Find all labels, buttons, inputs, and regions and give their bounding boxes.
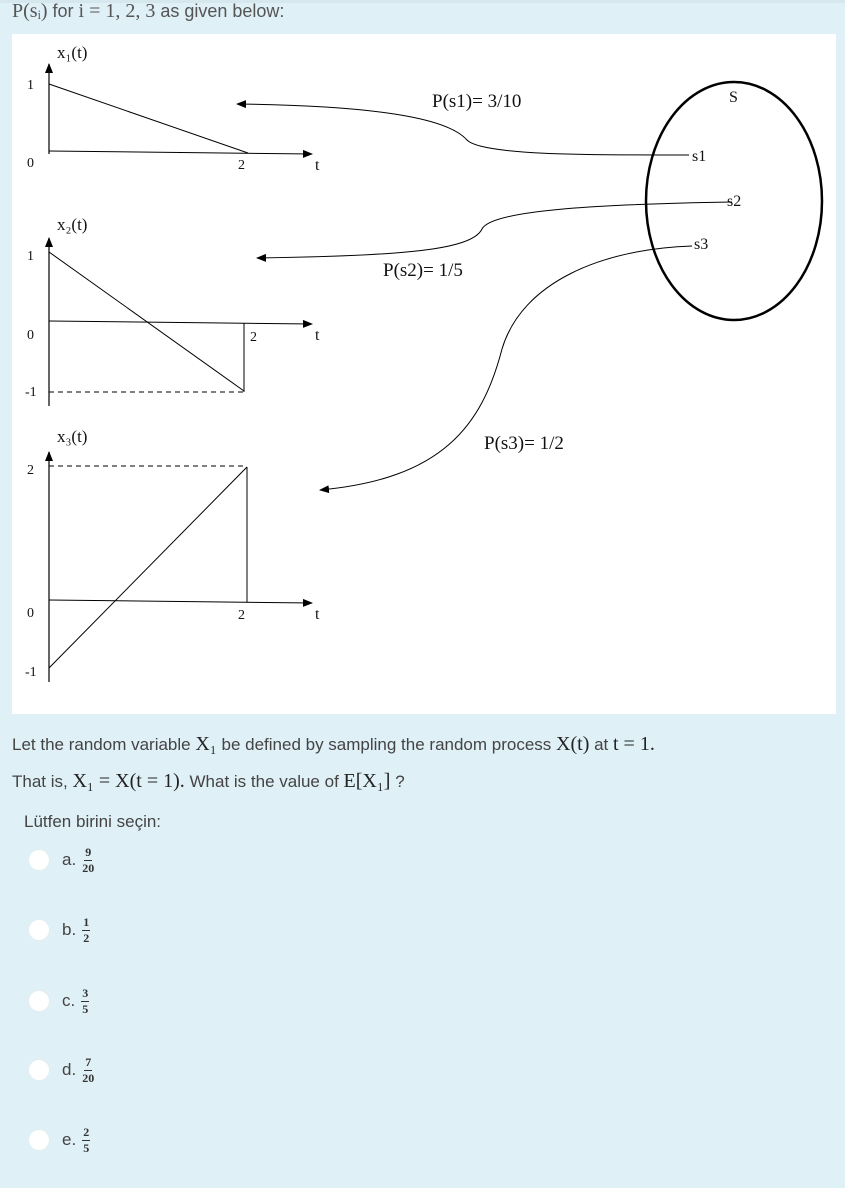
plot1-tick-1: 1 [27, 78, 34, 93]
prob-label-s1: P(s1)= 3/10 [432, 91, 522, 112]
option-b-radio[interactable] [28, 919, 50, 941]
process-diagram [12, 34, 836, 714]
plot2-tick-2: 2 [250, 330, 257, 345]
option-d-num: 7 [85, 1054, 92, 1069]
plot2-t-label: t [315, 327, 320, 344]
q1-math-x1: X₁ [195, 733, 217, 755]
option-c-num: 3 [82, 985, 89, 1000]
intro-tail: as given below: [155, 1, 285, 21]
plot3-signal-line [49, 467, 247, 668]
q2-math-eq: X₁ = X(t = 1). [72, 770, 185, 792]
option-b-num: 1 [83, 914, 90, 929]
outcome-s3-label: s3 [694, 236, 709, 253]
option-c-letter: c. [62, 991, 76, 1010]
plot3-tick-neg1: -1 [25, 665, 37, 680]
option-c[interactable] [28, 981, 89, 1021]
option-e[interactable] [28, 1120, 90, 1160]
plot2-tick-neg1: -1 [25, 385, 37, 400]
q1-text-c: at [589, 735, 613, 754]
option-b-den: 2 [83, 930, 90, 945]
plot1-tick-0: 0 [27, 156, 34, 171]
plot3-title: x₃(t) [57, 427, 88, 446]
q2-text-c: ? [390, 772, 405, 791]
option-d-den: 20 [82, 1070, 95, 1085]
intro-for: for [47, 1, 79, 21]
option-b-letter: b. [62, 920, 77, 939]
plot1-t-label: t [315, 157, 320, 174]
prob-label-s3: P(s3)= 1/2 [484, 433, 564, 454]
plot3-t-end: 2 [238, 608, 245, 623]
option-c-radio[interactable] [28, 990, 50, 1012]
q1-math-xt: X(t) [556, 733, 590, 755]
option-b-fraction [82, 916, 90, 945]
q2-text-b: What is the value of [184, 772, 344, 791]
plot1-title: x₁(t) [57, 43, 88, 62]
option-a-fraction [82, 846, 94, 875]
option-a-radio[interactable] [28, 849, 50, 871]
option-a-num: 9 [85, 844, 92, 859]
option-c-den: 5 [82, 1001, 89, 1016]
q1-text-b: be defined by sampling the random process [216, 735, 557, 754]
option-d[interactable] [28, 1050, 94, 1090]
option-e-radio[interactable] [28, 1129, 50, 1151]
option-a[interactable] [28, 840, 94, 880]
option-e-num: 2 [83, 1124, 90, 1139]
sample-space-label: S [729, 89, 738, 106]
plot3-t-axis [49, 600, 312, 603]
intro-text [12, 0, 284, 22]
plot1-t-axis [49, 151, 312, 154]
plot3-tick-2: 2 [27, 463, 34, 478]
outcome-s1-label: s1 [692, 148, 707, 165]
option-d-letter: d. [62, 1060, 77, 1079]
plot1-tick-2: 2 [238, 158, 245, 173]
option-e-letter: e. [62, 1130, 77, 1149]
option-c-fraction [81, 987, 89, 1016]
plot1-signal-line [49, 84, 248, 153]
random-process-figure [12, 34, 836, 714]
plot2-tick-0: 0 [27, 328, 34, 343]
intro-math-p: P(sᵢ) [12, 0, 48, 22]
q1-text-a: Let the random variable [12, 735, 196, 754]
plot2-title: x₂(t) [57, 215, 88, 234]
mapping-arrow-s2 [257, 202, 732, 258]
question-text [12, 726, 832, 800]
question-line-1 [12, 726, 832, 763]
intro-math-i: i = 1, 2, 3 [78, 0, 156, 22]
q1-math-t: t = 1. [612, 733, 655, 755]
option-a-den: 20 [82, 860, 95, 875]
plot3-t-label: t [315, 606, 320, 623]
plot2-t-axis [49, 321, 312, 324]
question-line-2 [12, 763, 832, 800]
choose-prompt: Lütfen birini seçin: [24, 812, 162, 831]
option-d-fraction [82, 1056, 94, 1085]
plot2-tick-1: 1 [27, 249, 34, 264]
q2-text-a: That is, [12, 772, 73, 791]
option-b[interactable] [28, 910, 90, 950]
q2-math-ex: E[X₁] [343, 770, 391, 792]
prob-label-s2: P(s2)= 1/5 [383, 260, 463, 281]
option-e-fraction [82, 1126, 90, 1155]
option-d-radio[interactable] [28, 1059, 50, 1081]
option-a-letter: a. [62, 850, 77, 869]
plot3-tick-0: 0 [27, 606, 34, 621]
outcome-s2-label: s2 [727, 193, 742, 210]
option-e-den: 5 [83, 1140, 90, 1155]
